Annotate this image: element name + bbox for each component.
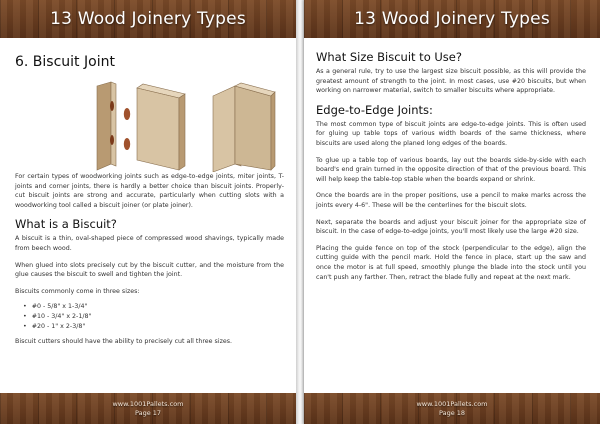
list-item: • #20 - 1" x 2-3/8" bbox=[23, 322, 284, 332]
size-paragraph: As a general rule, try to use the largest size biscuit possible, as this will provide the greatest amount of strength to the joint. In most cases, use #20 biscuits, but when working on narrower material, switch to smaller biscuits where appropriate. bbox=[316, 68, 586, 95]
biscuit-glue-paragraph: When glued into slots precisely cut by the biscuit cutter, and the moisture from the glue causes the biscuit to swell and tighten the joint. bbox=[15, 261, 284, 279]
what-size-heading: What Size Biscuit to Use? bbox=[316, 50, 462, 64]
right-page-header bbox=[304, 0, 600, 38]
list-item: • #0 - 5/8" x 1-3/4" bbox=[23, 302, 284, 312]
section-title: 6. Biscuit Joint bbox=[15, 54, 115, 70]
edge-to-edge-heading: Edge-to-Edge Joints: bbox=[316, 102, 433, 117]
edge-paragraph-5: Placing the guide fence on top of the stock (perpendicular to the edge), align the cutting guide with the pencil mark. Hold the fence in place, start up the saw and once the motor is at full speed, smoothly plunge the blade into the stock until you can't push any farther. Then, retract the blade fully and repeat at the next mark. bbox=[316, 244, 586, 281]
left-board bbox=[97, 82, 116, 170]
left-page-footer bbox=[0, 393, 296, 424]
biscuit-sizes-list bbox=[23, 302, 284, 331]
edge-paragraph-2: To glue up a table top of various boards, lay out the boards side-by-side with each board's end grain turned in the opposite direction of that of the previous board. This will help keep the table-top stable when the boards expand or shrink. bbox=[316, 156, 586, 183]
list-item: • #10 - 3/4" x 2-1/8" bbox=[23, 312, 284, 322]
page-number: Page 18 bbox=[438, 408, 466, 417]
right-page-content bbox=[316, 46, 586, 388]
cutters-paragraph: Biscuit cutters should have the ability to precisely cut all three sizes. bbox=[15, 338, 233, 346]
left-page-header bbox=[0, 0, 296, 38]
right-page bbox=[304, 0, 600, 424]
footer-url[interactable]: www.1001Pallets.com bbox=[112, 400, 184, 408]
assembled-corner-joint bbox=[213, 83, 275, 172]
left-page bbox=[0, 0, 296, 424]
edge-paragraph-1: The most common type of biscuit joints are edge-to-edge joints. This is often used for gluing up table tops of various width boards of the same thickness, where biscuits are used along the planed long edges of the boards. bbox=[316, 120, 586, 147]
edge-paragraph-4: Next, separate the boards and adjust your biscuit joiner for the appropriate size of biscuit. In the case of edge-to-edge joints, you'll most likely use the large #20 size. bbox=[316, 218, 586, 236]
page-number: Page 17 bbox=[134, 408, 162, 417]
footer-url[interactable]: www.1001Pallets.com bbox=[416, 400, 488, 408]
book-gutter bbox=[296, 0, 304, 424]
right-header-title: 13 Wood Joinery Types bbox=[354, 9, 550, 29]
biscuits bbox=[124, 108, 130, 150]
left-header-title: 13 Wood Joinery Types bbox=[50, 9, 246, 29]
biscuit-definition-paragraph: A biscuit is a thin, oval-shaped piece of compressed wood shavings, typically made from beech wood. bbox=[15, 235, 284, 252]
edge-paragraph-3: Once the boards are in the proper positions, use a pencil to make marks across the joints every 4-6". These will be the centerlines for the biscuit slots. bbox=[316, 192, 586, 209]
intro-paragraph: For certain types of woodworking joints such as edge-to-edge joints, miter joints, T-joints and corner joints, there is hardly a better choice than biscuit joints. Properly-cut biscuit joints are strong and accurate, particularly when cutting slots with a woodworking tool called a biscuit joiner (or plate joiner). bbox=[15, 173, 284, 209]
sizes-intro-paragraph: Biscuits commonly come in three sizes: bbox=[15, 287, 140, 295]
middle-board bbox=[137, 84, 185, 170]
left-page-content bbox=[15, 48, 284, 388]
what-is-biscuit-heading: What is a Biscuit? bbox=[15, 217, 117, 232]
left-textblock bbox=[15, 172, 284, 354]
right-page-footer bbox=[304, 393, 600, 424]
biscuit-joint-illustration bbox=[85, 80, 280, 172]
